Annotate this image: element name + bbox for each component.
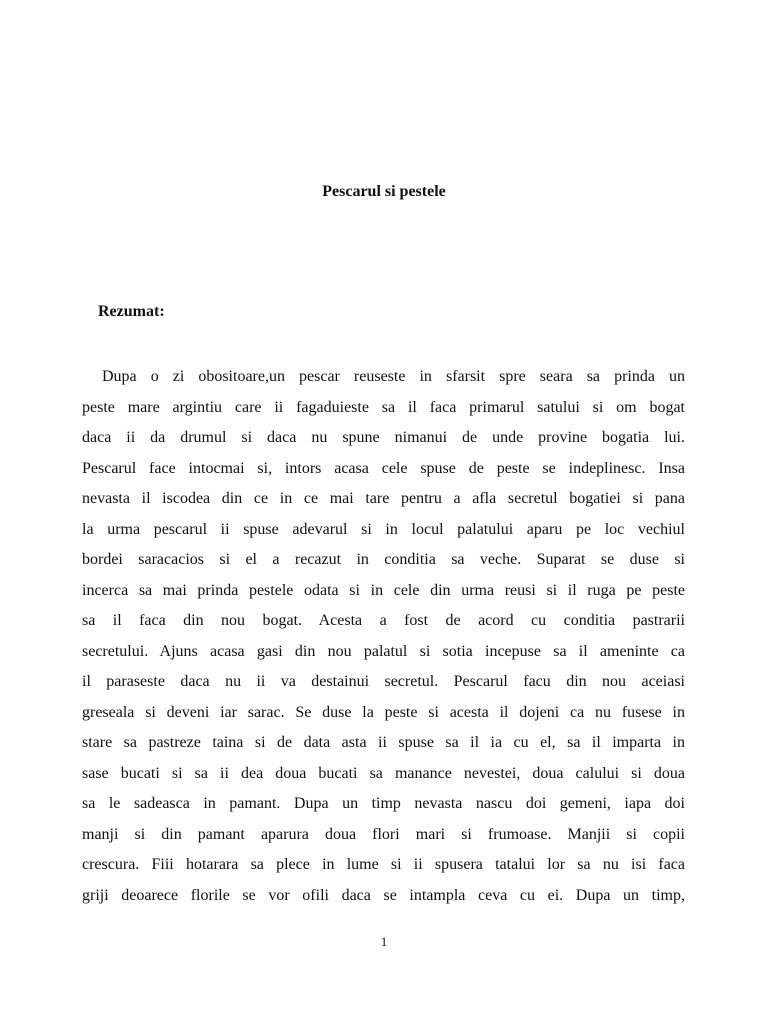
document-title: Pescarul si pestele — [322, 183, 446, 200]
text-line: bordei saracacios si el a recazut in conditia sa veche. Suparat se duse si — [82, 551, 685, 568]
text-line: nevasta il iscodea din ce in ce mai tare pentru a afla secretul bogatiei si pana — [82, 490, 685, 507]
text-line: la urma pescarul ii spuse adevarul si in locul palatului aparu pe loc vechiul — [82, 520, 685, 538]
page-number: 1 — [380, 934, 388, 949]
text-line: sa le sadeasca in pamant. Dupa un timp nevasta nascu doi gemeni, iapa doi — [82, 795, 685, 812]
text-line: stare sa pastreze taina si de data asta ii spuse sa il ia cu el, sa il imparta in — [82, 734, 685, 751]
text-line: il paraseste daca nu ii va destainui secretul. Pescarul facu din nou aceiasi — [82, 673, 685, 690]
text-line: greseala si deveni iar sarac. Se duse la peste si acesta il dojeni ca nu fusese in — [82, 703, 685, 721]
text-line: griji deoarece florile se vor ofili daca se intampla ceva cu ei. Dupa un timp, — [82, 886, 685, 904]
body-paragraph — [82, 362, 685, 911]
text-line: secretului. Ajuns acasa gasi din nou palatul si sotia incepuse sa il ameninte ca — [82, 642, 685, 660]
text-line: daca ii da drumul si daca nu spune nimanui de unde provine bogatia lui. — [82, 429, 685, 446]
text-line: sase bucati si sa ii dea doua bucati sa manance nevestei, doua calului si doua — [82, 764, 685, 782]
section-heading: Rezumat: — [98, 303, 165, 320]
text-line: Dupa o zi obositoare,un pescar reuseste in sfarsit spre seara sa prinda un — [102, 368, 685, 385]
text-line: manji si din pamant aparura doua flori mari si frumoase. Manjii si copii — [82, 825, 685, 843]
text-line: sa il faca din nou bogat. Acesta a fost de acord cu conditia pastrarii — [82, 612, 685, 629]
text-line: Pescarul face intocmai si, intors acasa cele spuse de peste se indeplinesc. Insa — [82, 459, 685, 477]
text-line: incerca sa mai prinda pestele odata si in cele din urma reusi si il ruga pe peste — [82, 581, 685, 599]
text-line: peste mare argintiu care ii fagaduieste sa il faca primarul satului si om bogat — [82, 398, 685, 416]
text-line: crescura. Fiii hotarara sa plece in lume si ii spusera tatalui lor sa nu isi faca — [82, 856, 685, 873]
